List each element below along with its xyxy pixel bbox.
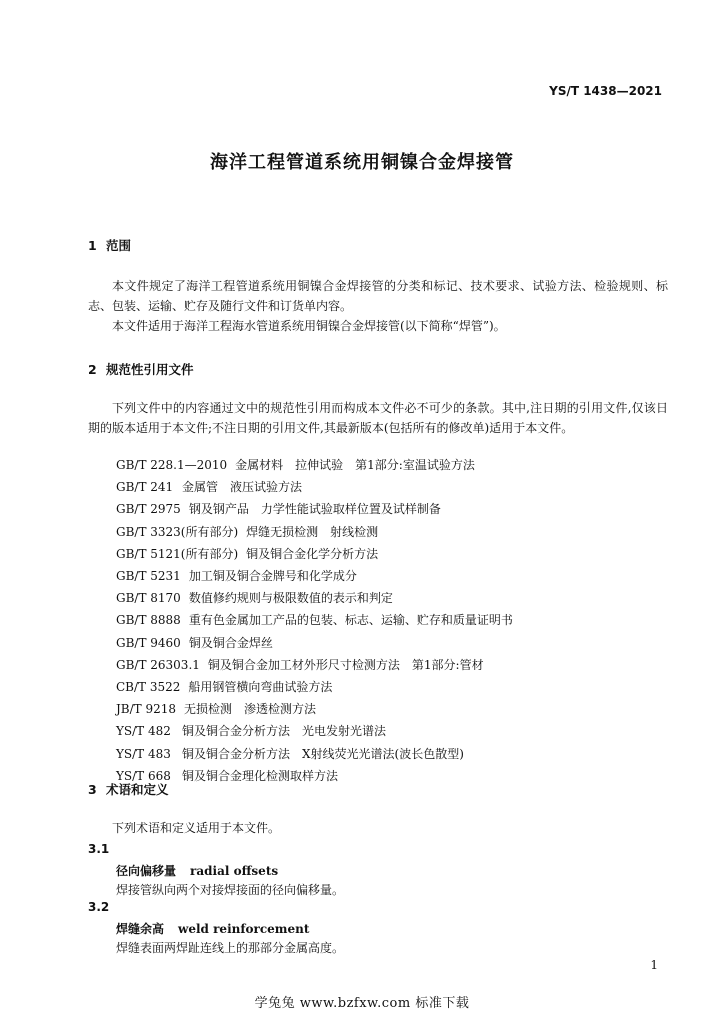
section-title: 范围 xyxy=(106,238,132,253)
term-heading xyxy=(116,920,309,937)
reference-item xyxy=(116,565,513,587)
reference-name: 钢及钢产品 力学性能试验取样位置及试样制备 xyxy=(188,502,441,517)
reference-name: 金属材料 拉伸试验 第1部分:室温试验方法 xyxy=(235,458,475,472)
reference-name: 焊缝无损检测 射线检测 xyxy=(246,524,379,539)
reference-name: 加工铜及铜合金牌号和化学成分 xyxy=(188,569,357,584)
standard-number: YS/T 1438—2021 xyxy=(549,84,662,98)
term-en: weld reinforcement xyxy=(178,922,310,936)
reference-name: 铜及铜合金焊丝 xyxy=(188,635,273,650)
reference-code: YS/T 483 xyxy=(116,746,171,761)
document-title: 海洋工程管道系统用铜镍合金焊接管 xyxy=(210,152,514,173)
reference-name: 船用钢管横向弯曲试验方法 xyxy=(188,680,333,695)
reference-item xyxy=(116,521,513,543)
reference-item xyxy=(116,543,513,565)
section-2-heading xyxy=(88,360,194,378)
paragraph: 本文件规定了海洋工程管道系统用铜镍合金焊接管的分类和标记、技术要求、试验方法、检验规则、标志、包装、运输、贮存及随行文件和订货单内容。 xyxy=(88,279,668,313)
reference-item xyxy=(116,609,513,631)
section-2-intro xyxy=(88,398,668,438)
reference-list xyxy=(116,454,513,787)
reference-name: 铜及铜合金加工材外形尺寸检测方法 第1部分:管材 xyxy=(207,657,484,672)
reference-item xyxy=(116,720,513,742)
reference-code: GB/T 3323(所有部分) xyxy=(116,524,239,539)
reference-name: 金属管 液压试验方法 xyxy=(182,480,303,495)
section-3-intro xyxy=(88,818,668,838)
reference-code: GB/T 9460 xyxy=(116,635,181,650)
reference-item xyxy=(116,454,513,476)
reference-name: 铜及铜合金理化检测取样方法 xyxy=(182,768,339,783)
reference-item xyxy=(116,698,513,720)
term-number: 3.2 xyxy=(88,900,110,914)
paragraph: 下列文件中的内容通过文中的规范性引用而构成本文件必不可少的条款。其中,注日期的引用文件,仅该日期的版本适用于本文件;不注日期的引用文件,其最新版本(包括所有的修改单)适用于本文件。 xyxy=(88,401,668,435)
reference-item xyxy=(116,632,513,654)
page-number: 1 xyxy=(650,958,658,972)
reference-item xyxy=(116,765,513,787)
reference-item xyxy=(116,498,513,520)
reference-name: 无损检测 渗透检测方法 xyxy=(184,702,317,717)
footer-watermark: 学兔兔 www.bzfxw.com 标准下载 xyxy=(254,996,470,1011)
term-number: 3.1 xyxy=(88,842,110,856)
reference-code: GB/T 241 xyxy=(116,480,174,495)
reference-item xyxy=(116,476,513,498)
reference-code: GB/T 8888 xyxy=(116,613,181,628)
reference-name: 铜及铜合金分析方法 X射线荧光光谱法(波长色散型) xyxy=(182,746,464,761)
reference-name: 铜及铜合金化学分析方法 xyxy=(246,546,379,561)
term-zh: 径向偏移量 xyxy=(116,864,177,878)
section-3-heading xyxy=(88,780,169,798)
reference-code: YS/T 482 xyxy=(116,724,171,739)
reference-name: 重有色金属加工产品的包装、标志、运输、贮存和质量证明书 xyxy=(188,613,513,628)
reference-item xyxy=(116,587,513,609)
reference-code: GB/T 5121(所有部分) xyxy=(116,546,239,561)
reference-name: 数值修约规则与极限数值的表示和判定 xyxy=(188,591,393,606)
paragraph: 本文件适用于海洋工程海水管道系统用铜镍合金焊接管(以下简称“焊管”)。 xyxy=(112,319,506,333)
reference-item xyxy=(116,676,513,698)
term-definition: 焊缝表面两焊趾连线上的那部分金属高度。 xyxy=(116,941,345,955)
reference-code: JB/T 9218 xyxy=(116,702,177,717)
reference-code: GB/T 228.1—2010 xyxy=(116,458,228,472)
section-1-heading xyxy=(88,236,131,254)
term-definition: 焊接管纵向两个对接焊接面的径向偏移量。 xyxy=(116,883,345,897)
term-heading xyxy=(116,862,278,879)
section-number: 2 xyxy=(88,362,97,377)
term-zh: 焊缝余高 xyxy=(116,922,165,936)
reference-item xyxy=(116,654,513,676)
section-title: 术语和定义 xyxy=(106,782,169,797)
reference-code: YS/T 668 xyxy=(116,768,171,783)
section-number: 3 xyxy=(88,782,97,797)
reference-code: GB/T 2975 xyxy=(116,502,181,517)
reference-name: 铜及铜合金分析方法 光电发射光谱法 xyxy=(182,724,387,739)
section-1-body xyxy=(88,276,668,336)
reference-code: GB/T 5231 xyxy=(116,569,181,584)
reference-code: CB/T 3522 xyxy=(116,680,181,695)
section-number: 1 xyxy=(88,238,97,253)
reference-code: GB/T 26303.1 xyxy=(116,657,200,672)
section-title: 规范性引用文件 xyxy=(106,362,194,377)
reference-code: GB/T 8170 xyxy=(116,591,181,606)
reference-item xyxy=(116,743,513,765)
term-en: radial offsets xyxy=(190,864,279,878)
paragraph: 下列术语和定义适用于本文件。 xyxy=(112,821,281,835)
